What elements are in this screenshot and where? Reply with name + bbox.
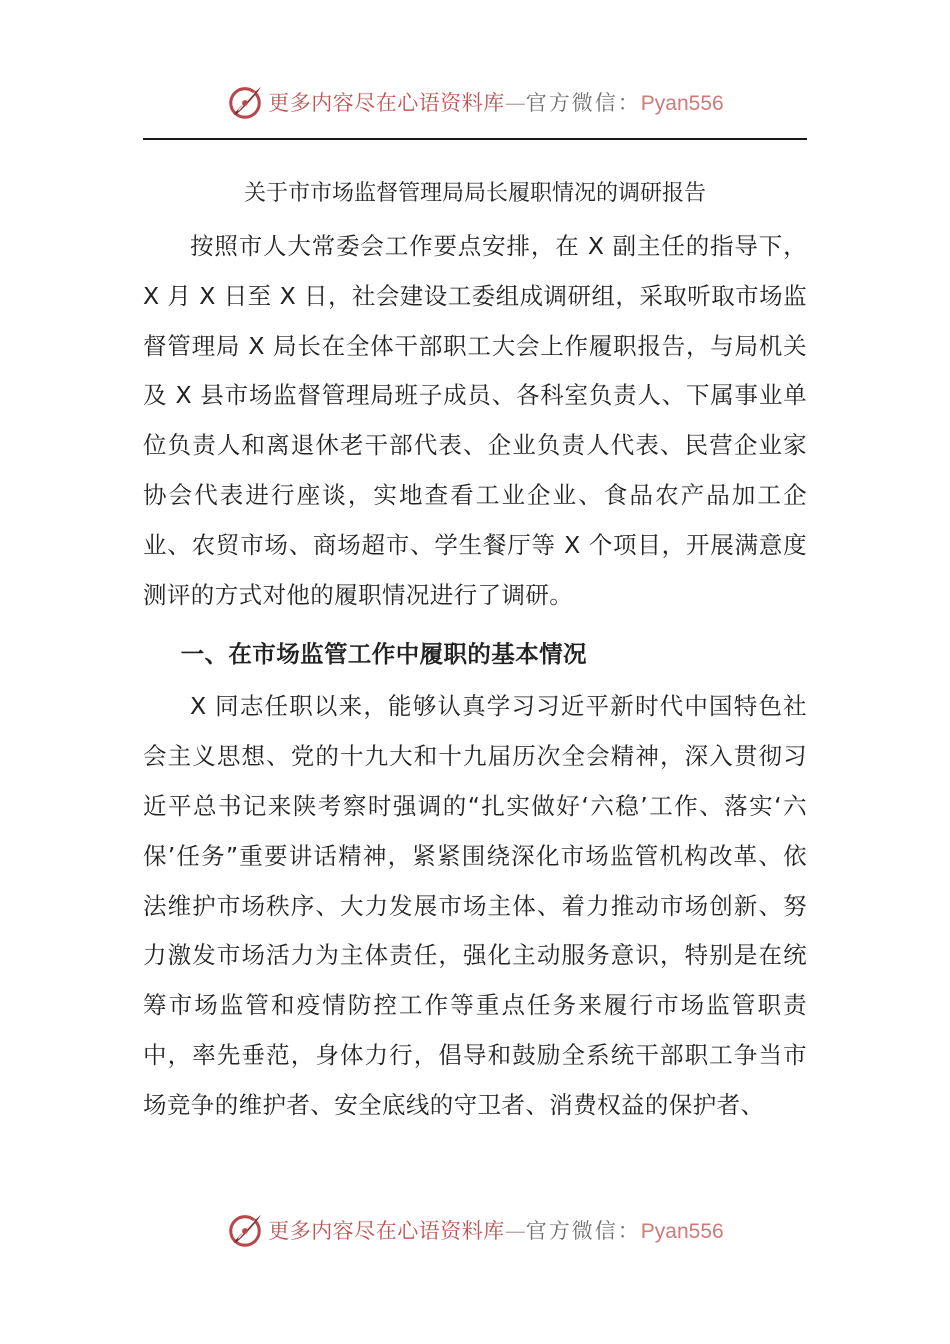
footer-wechat-id: Pyan556	[640, 1220, 724, 1243]
paragraph-intro: 按照市人大常委会工作要点安排，在 X 副主任的指导下，X 月 X 日至 X 日，社会建设工委组成调研组，采取听取市场监督管理局 X 局长在全体干部职工大会上作履职报告，与局机关及 X 县市场监督管理局班子成员、各科室负责人、下属事业单位负责人和离退休老干部代表、企业负责人代表、民营企业家协会代表进行座谈，实地查看工业企业、食品农产品加工企业、农贸市场、商场超市、学生餐厅等 X 个项目，开展满意度测评的方式对他的履职情况进行了调研。	[143, 232, 807, 609]
header-wechat-id: Pyan556	[640, 92, 724, 115]
header-divider	[143, 138, 807, 140]
paragraph-section1: X 同志任职以来，能够认真学习习近平新时代中国特色社会主义思想、党的十九大和十九届历次全会精神，深入贯彻习近平总书记来陕考察时强调的“扎实做好‘六稳’工作、落实‘六保’任务”重要讲话精神，紧紧围绕深化市场监管机构改革、依法维护市场秩序、大力发展市场主体、着力推动市场创新、努力激发市场活力为主体责任，强化主动服务意识，特别是在统筹市场监管和疫情防控工作等重点任务来履行市场监管职责中，率先垂范，身体力行，倡导和鼓励全系统干部职工争当市场竞争的维护者、安全底线的守卫者、消费权益的保护者、	[143, 692, 807, 1119]
footer-dash: —	[504, 1219, 526, 1243]
footer-brand: 更多内容尽在心语资料库	[268, 1219, 505, 1243]
header-dash: —	[504, 91, 526, 115]
footer-banner	[0, 1208, 950, 1252]
header-text	[268, 87, 723, 117]
document-body	[143, 170, 807, 1131]
document-title: 关于市市场监督管理局局长履职情况的调研报告	[243, 181, 706, 206]
header-wechat-label: 官方微信：	[525, 91, 641, 115]
footer-text	[268, 1215, 723, 1245]
footer-wechat-label: 官方微信：	[525, 1219, 641, 1243]
header-banner	[0, 80, 950, 124]
section-heading: 一、在市场监管工作中履职的基本情况	[180, 640, 587, 669]
header-brand: 更多内容尽在心语资料库	[268, 91, 505, 115]
quill-logo-icon	[226, 1211, 264, 1249]
quill-logo-icon	[226, 83, 264, 121]
